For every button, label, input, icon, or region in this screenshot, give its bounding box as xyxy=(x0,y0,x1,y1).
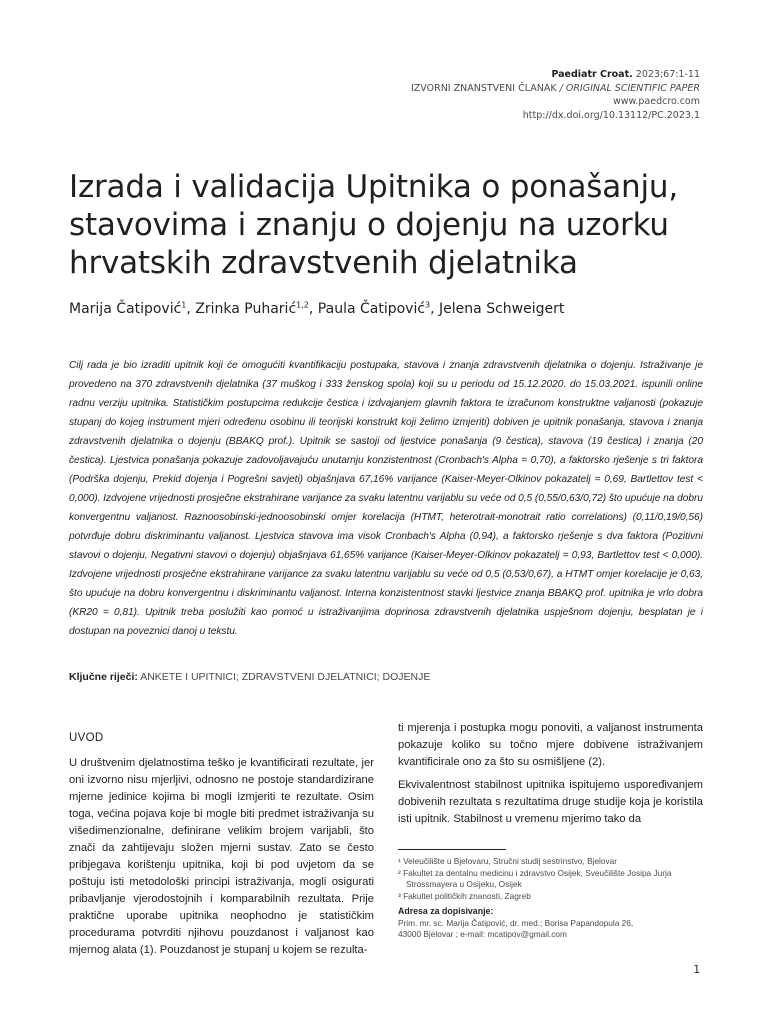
footnote-1: ¹ Veleučilište u Bjelovaru, Stručni studij sestrinstvo, Bjelovar xyxy=(398,856,618,866)
keywords-label: Ključne riječi: xyxy=(69,671,138,683)
section-heading-uvod: UVOD xyxy=(69,732,104,744)
author-affiliation: 1,2 xyxy=(296,300,309,310)
correspondence xyxy=(398,906,703,941)
journal-citation: 2023;67:1-11 xyxy=(632,69,700,80)
author-affiliation: 3 xyxy=(425,300,431,310)
journal-header xyxy=(411,68,700,122)
body-paragraph: ti mjerenja i postupka mogu ponoviti, a valjanost instrumenta pokazuje koliko su točno mjere dobivene istraživanjem kvantificirale ono za što su osmišljene (2). xyxy=(398,722,703,768)
body-left-column xyxy=(69,730,374,965)
footnote-2: ² Fakultet za dentalnu medicinu i zdravstvo Osijek, Sveučilište Josipa Jurja Strossmayera u Osijeku, Osijek xyxy=(398,867,672,889)
page-number: 1 xyxy=(693,964,700,976)
body-right-column xyxy=(398,720,703,834)
correspondence-label: Adresa za dopisivanje: xyxy=(398,906,494,916)
article-type-en: ORIGINAL SCIENTIFIC PAPER xyxy=(565,82,700,94)
article-type-sep: / xyxy=(556,82,566,94)
keywords xyxy=(69,670,430,684)
article-type-line xyxy=(411,82,700,96)
author-separator: , xyxy=(308,301,318,317)
body-paragraph: Ekvivalentnost stabilnost upitnika ispitujemo uspoređivanjem dobivenih rezultata s rezultatima druge studije koja je koristila isti upitnik. Stabilnost u vremenu mjerimo tako da xyxy=(398,779,703,825)
journal-name: Paediatr Croat. xyxy=(551,69,633,80)
journal-website[interactable]: www.paedcro.com xyxy=(612,96,700,107)
journal-citation-line xyxy=(411,68,700,82)
author-name: Marija Čatipović xyxy=(69,301,182,317)
author-separator: , xyxy=(430,301,440,317)
footnote-divider xyxy=(398,849,506,850)
correspondence-line: 43000 Bjelovar ; e-mail: mcatipov@gmail.com xyxy=(398,929,567,939)
article-title: Izrada i validacija Upitnika o ponašanju, stavovima i znanju o dojenju na uzorku hrvatskih zdravstvenih djelatnika xyxy=(69,169,678,281)
author-separator: , xyxy=(186,301,196,317)
correspondence-line: Prim. mr. sc. Marija Čatipović, dr. med.; Borisa Papandopula 26, xyxy=(398,917,634,928)
abstract: Cilj rada je bio izraditi upitnik koji će omogućiti kvantifikaciju postupaka, stavova i znanja zdravstvenih djelatnika o dojenju. Istraživanje je provedeno na 370 zdravstvenih djelatnika (37 muškog i 333 ženskog spola) koji su u periodu od 15.12.2020. do 15.03.2021. ispunili online radnu verziju upitnika. Statističkim postupcima redukcije čestica i izdvajanjem glavnih faktora te izračunom konstruktne valjanosti (pokazuje stupanj do kojeg instrument mjeri određenu osobinu ili teorijski konstrukt koji želimo izmjeriti) dobiven je upitnik ponašanja, stavova i znanja zdravstvenih djelatnika o dojenju (BBAKQ prof.). Upitnik se sastoji od ljestvice ponašanja (9 čestica), stavova (19 čestica) i znanja (20 čestica). Ljestvica ponašanja pokazuje zadovoljavajuću unutarnju konzistentnost (Cronbach's Alpha = 0,70), a faktorsko rješenje s tri faktora (Podrška dojenju, Prekid dojenja i Pogrešni savjeti) objašnjava 67,16% varijance (Kaiser-Meyer-Olkinov pokazatelj = 0,69, Bartlettov test < 0,000). Izdvojene vrijednosti prosječne ekstrahirane varijance za svaku latentnu varijablu su veće od 0,5 (0,55/0,63/0,72) što upućuje na dobru konvergentnu valjanost. Raznoosobinski-jednoosobinski omjer korelacija (HTMT, heterotrait-monotrait ratio correlations) (0,11/0,19/0,56) potvrđuje dobru diskriminantu valjanost. Ljestvica stavova ima visok Cronbach's Alpha (0,94), a faktorsko rješenje s dva faktora (Pozitivni stavovi o dojenju, Negativni stavovi o dojenju) objašnjava 61,65% varijance (Kaiser-Meyer-Olkinov pokazatelj = 0,93, Bartlettov test < 0,000). Izdvojene vrijednosti prosječne ekstrahirane varijance za svaku latentnu varijablu su veće od 0,5 (0,53/0,67), a HTMT omjer korelacije je 0,63, što upućuje na dobru konvergentnu i diskriminantu valjanost. Interna konzistentnost stavki ljestvice znanja BBAKQ prof. upitnika je vrlo dobra (KR20 = 0,81). Upitnik treba poslužiti kao pomoć u istraživanjima doprinosa zdravstvenih djelatnika uspješnom dojenju, besplatan je i dostupan na poveznici danoj u tekstu. xyxy=(69,360,703,637)
footnotes xyxy=(398,856,703,941)
author-affiliation: 1 xyxy=(181,300,187,310)
author-name: Zrinka Puharić xyxy=(195,301,297,317)
keywords-values: ANKETE I UPITNICI; ZDRAVSTVENI DJELATNICI; DOJENJE xyxy=(137,671,431,683)
author-name: Paula Čatipović xyxy=(317,301,426,317)
article-type-hr: IZVORNI ZNANSTVENI ČLANAK xyxy=(410,82,557,94)
article-doi[interactable]: http://dx.doi.org/10.13112/PC.2023.1 xyxy=(522,109,700,121)
body-paragraph: U društvenim djelatnostima teško je kvantificirati rezultate, jer oni izvorno nisu mjerljivi, odnosno ne postoje standardizirane mjerne jedinice kojima bi mogli izmjeriti te rezultate. Osim toga, većina pojava koje bi mogle biti predmet istraživanja su višedimenzionalne, definirane velikim brojem varijabli, što znači da zahtijevaju složen mjerni sustav. Zato se često pribjegava korištenju upitnika, koji bi pod uvjetom da se poštuju isti metodološki principi istraživanja, mogli osigurati pribavljanje vjerodostojnih i komparabilnih rezultata. Prije praktične uporabe upitnika neophodno je statističkim procedurama potvrditi njihovu pouzdanost i valjanost kao mjernog alata (1). Pouzdanost je stupanj u kojem se rezulta- xyxy=(69,757,374,956)
footnote-3: ³ Fakultet političkih znanosti, Zagreb xyxy=(398,890,531,901)
author-name: Jelena Schweigert xyxy=(439,301,565,317)
author-list xyxy=(69,300,564,318)
